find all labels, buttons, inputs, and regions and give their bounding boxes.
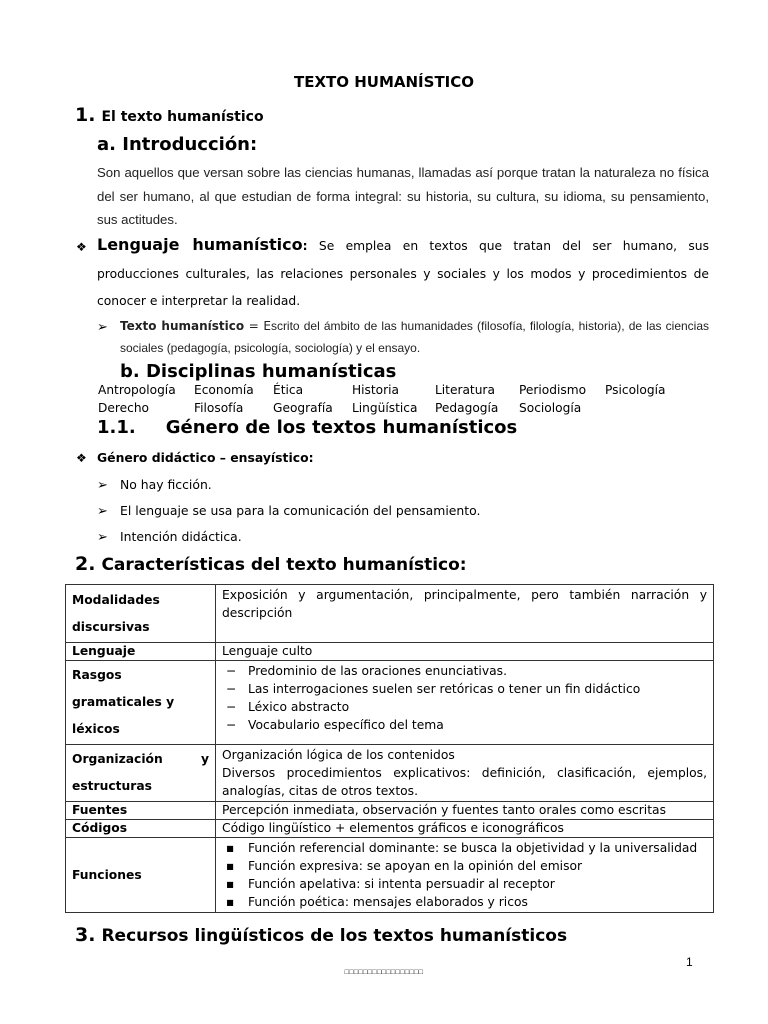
row-value: Exposición y argumentación, principalmente, pero también narración y descripción [216,585,714,643]
footer-text: □□□□□□□□□□□□□□□□□ [344,969,424,976]
list-item-text: Función referencial dominante: se busca la objetividad y la universalidad [248,841,698,855]
discipline: Literatura [435,383,495,397]
list-item-text: Vocabulario específico del tema [248,718,444,732]
section-1-label: El texto humanístico [101,109,264,125]
table-row [66,661,714,745]
subsection-1-1-number: 1.1. [97,417,136,438]
list-item [222,662,707,680]
table-row [66,643,714,661]
row-label: Funciones [66,838,216,913]
table-row [66,802,714,820]
disciplines-row [98,383,665,401]
row-label-part: estructuras [72,779,152,793]
list-item-text: Función poética: mensajes elaborados y ricos [248,895,528,909]
section-2-number: 2. [75,553,96,575]
lenguaje-text: Se emplea en textos que tratan del ser humano, sus producciones culturales, las relaciones personales y sociales y los modos y procedimientos de conocer e interpretar la realidad. [97,239,709,308]
square-bullet-icon: ▪ [226,859,235,873]
arrow-bullet-icon: ➢ [97,477,108,492]
section-1-heading [75,104,264,126]
dash-bullet: − [226,664,237,678]
dash-bullet: − [226,718,237,732]
list-item [222,716,707,734]
genre-item: El lenguaje se usa para la comunicación del pensamiento. [120,503,481,518]
page-number: 1 [686,955,693,969]
arrow-bullet-icon: ➢ [97,529,108,544]
discipline: Filosofía [194,401,244,415]
arrow-bullet-icon: ➢ [97,503,108,518]
subsection-1-1-heading [97,417,517,438]
list-item-text: Las interrogaciones suelen ser retóricas o tener un fin didáctico [248,682,641,696]
discipline: Historia [352,383,400,397]
table-row [66,585,714,643]
lenguaje-colon: : [302,239,308,253]
row-label: Rasgos gramaticales y léxicos [66,661,216,745]
row-value: Lenguaje culto [216,643,714,661]
row-label: Lenguaje [66,643,216,661]
section-3-heading [75,924,567,946]
discipline [605,401,665,419]
genre-item: Intención didáctica. [120,529,242,544]
texto-eq: = E [244,319,271,333]
arrow-bullet-icon: ➢ [97,319,108,334]
row-value: Percepción inmediata, observación y fuentes tanto orales como escritas [216,802,714,820]
list-item [222,857,707,875]
subsection-b-heading: b. Disciplinas humanísticas [120,361,397,382]
discipline: Economía [194,383,254,397]
list-item [222,698,707,716]
funciones-list [222,839,707,911]
list-item-text: Predominio de las oraciones enunciativas. [248,664,507,678]
row-value-line: Diversos procedimientos explicativos: definición, clasificación, ejemplos, analogías, citas de otros textos. [222,766,707,798]
genre-item: No hay ficción. [120,477,212,492]
row-value-line: Organización lógica de los contenidos [222,748,455,762]
row-label [66,745,216,802]
discipline: Sociología [519,401,582,415]
discipline: Lingüística [352,401,418,415]
row-label-part: Organización [72,752,163,766]
subsection-a-heading: a. Introducción: [97,134,258,155]
list-item [222,680,707,698]
diamond-bullet-icon: ❖ [76,451,87,465]
list-item [222,839,707,857]
row-value: Código lingüístico + elementos gráficos e iconográficos [216,820,714,838]
square-bullet-icon: ▪ [226,841,235,855]
diamond-bullet-icon: ❖ [76,240,87,254]
row-label: Códigos [66,820,216,838]
section-3-number: 3. [75,924,96,946]
table-row [66,745,714,802]
texto-term: Texto humanístico [120,319,245,333]
section-2-label: Características del texto humanístico: [101,555,467,575]
discipline: Ética [273,383,304,397]
section-2-heading [75,553,467,575]
section-3-label: Recursos lingüísticos de los textos humanísticos [101,926,568,946]
disciplines-table [98,383,665,419]
row-value [216,661,714,745]
square-bullet-icon: ▪ [226,895,235,909]
dash-bullet: − [226,682,237,696]
lenguaje-humanistico-paragraph [97,231,709,316]
section-1-number: 1. [75,104,96,126]
row-label: Fuentes [66,802,216,820]
dash-bullet: − [226,700,237,714]
list-item [222,893,707,911]
intro-paragraph: Son aquellos que versan sobre las ciencias humanas, llamadas así porque tratan la naturaleza no física del ser humano, al que estudian de forma integral: su historia, su cultura, su idioma, su pensamiento, sus actitudes. [97,165,709,227]
square-bullet-icon: ▪ [226,877,235,891]
list-item-text: Léxico abstracto [248,700,350,714]
discipline: Periodismo [519,383,587,397]
list-item [222,875,707,893]
texto-humanistico-definition [120,315,709,359]
subsection-1-1-label: Género de los textos humanísticos [165,417,518,438]
list-item-text: Función apelativa: si intenta persuadir al receptor [248,877,555,891]
discipline: Geografía [273,401,333,415]
texto-text: scrito del ámbito de las humanidades (filosofía, filología, historia), de las ciencias sociales (pedagogía, psicología, sociología) y el ensayo. [120,319,710,355]
page-title: TEXTO HUMANÍSTICO [293,73,475,91]
rasgos-list [222,662,707,734]
discipline: Antropología [98,383,176,397]
lenguaje-term: Lenguaje humanístico [97,235,303,254]
genre-label: Género didáctico – ensayístico: [97,450,314,465]
table-row [66,838,714,913]
discipline: Derecho [98,401,150,415]
row-label-part: y [200,752,209,766]
list-item-text: Función expresiva: se apoyan en la opinión del emisor [248,859,583,873]
characteristics-table [65,584,714,913]
row-value [216,745,714,802]
row-label: Modalidades discursivas [66,585,216,643]
discipline: Pedagogía [435,401,499,415]
row-value [216,838,714,913]
table-row [66,820,714,838]
discipline: Psicología [605,383,666,397]
